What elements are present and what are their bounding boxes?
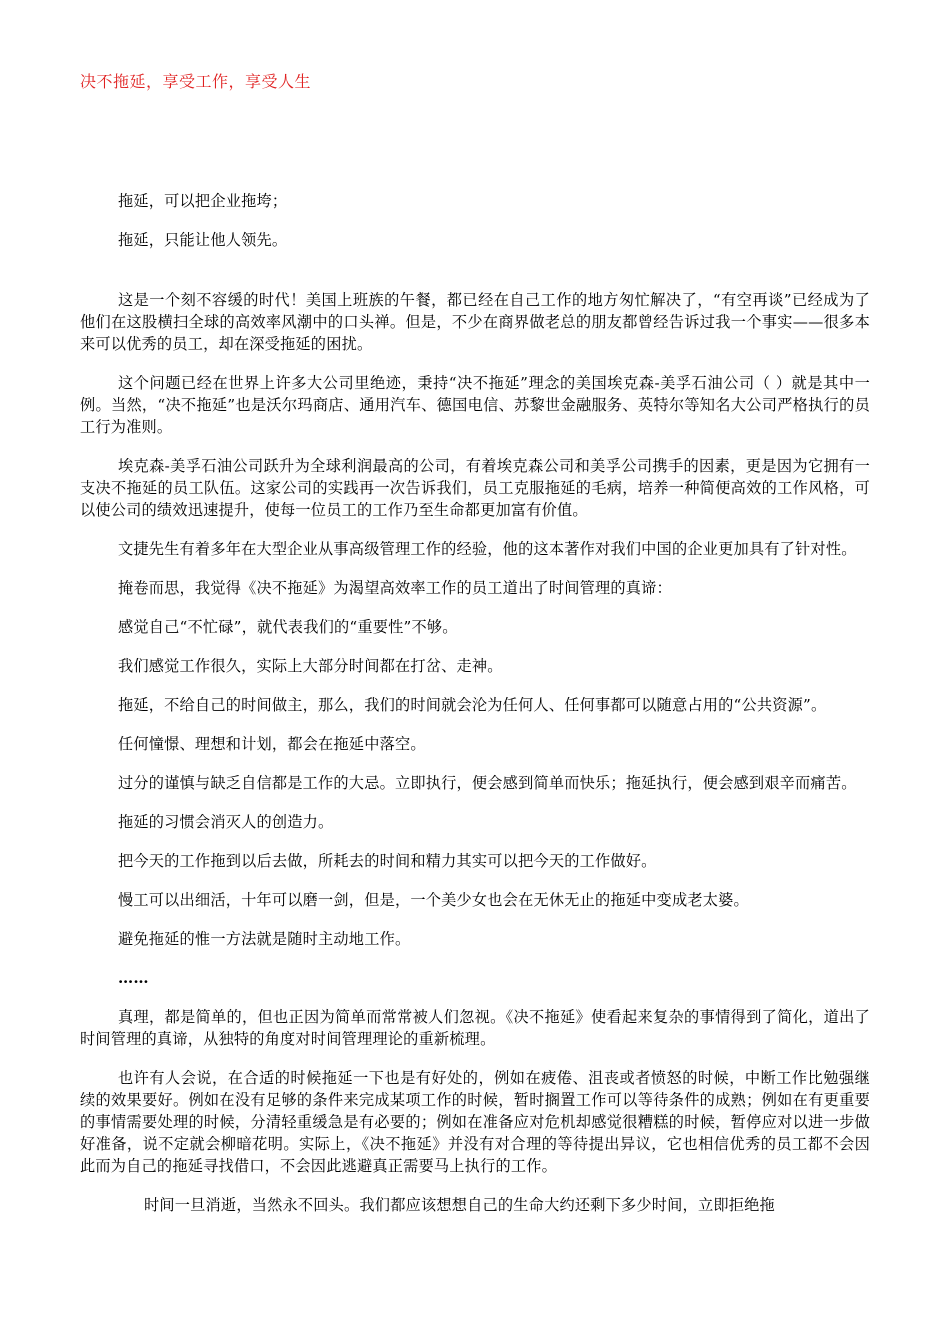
paragraph: 掩卷而思，我觉得《决不拖延》为渴望高效率工作的员工道出了时间管理的真谛： xyxy=(118,579,672,597)
paragraph: 这个问题已经在世界上许多大公司里绝迹，秉持“决不拖延”理念的美国埃克森-美孚石油公司（ ）就是其中一例。当然，“决不拖延”也是沃尔玛商店、通用汽车、德国电信、苏黎世金融服务、英特尔等知名大公司严格执行的员工行为准则。 xyxy=(80,374,870,436)
paragraph: 也许有人会说，在合适的时候拖延一下也是有好处的，例如在疲倦、沮丧或者愤怒的时候，中断工作比勉强继续的效果要好。例如在没有足够的条件来完成某项工作的时候，暂时搁置工作可以等待条件的成熟；例如在有更重要的事情需要处理的时候，分清轻重缓急是有必要的；例如在准备应对危机却感觉很糟糕的时候，暂停应对以进一步做好准备，说不定就会柳暗花明。实际上，《决不拖延》并没有对合理的等待提出异议，它也相信优秀的员工都不会因此而为自己的拖延寻找借口，不会因此逃避真正需要马上执行的工作。 xyxy=(80,1069,870,1175)
paragraph: 拖延，可以把企业拖垮； xyxy=(118,192,288,210)
paragraph: 过分的谨慎与缺乏自信都是工作的大忌。立即执行，便会感到简单而快乐；拖延执行，便会感到艰辛而痛苦。 xyxy=(118,774,857,792)
paragraph: 真理，都是简单的，但也正因为简单而常常被人们忽视。《决不拖延》使看起来复杂的事情得到了简化，道出了时间管理的真谛，从独特的角度对时间管理理论的重新梳理。 xyxy=(80,1008,870,1048)
paragraph: 文捷先生有着多年在大型企业从事高级管理工作的经验，他的这本著作对我们中国的企业更加具有了针对性。 xyxy=(118,540,857,558)
paragraph: 任何憧憬、理想和计划，都会在拖延中落空。 xyxy=(118,735,426,753)
paragraph: 拖延，只能让他人领先。 xyxy=(118,231,288,249)
paragraph: 拖延的习惯会消灭人的创造力。 xyxy=(118,813,334,831)
paragraph: 这是一个刻不容缓的时代！美国上班族的午餐，都已经在自己工作的地方匆忙解决了，“有空再谈”已经成为了他们在这股横扫全球的高效率风潮中的口头禅。但是，不少在商界做老总的朋友都曾经告诉过我一个事实——很多本来可以优秀的员工，却在深受拖延的困扰。 xyxy=(80,291,870,353)
ellipsis-paragraph: …… xyxy=(118,969,149,987)
paragraph: 埃克森-美孚石油公司跃升为全球利润最高的公司，有着埃克森公司和美孚公司携手的因素，更是因为它拥有一支决不拖延的员工队伍。这家公司的实践再一次告诉我们，员工克服拖延的毛病，培养一种简便高效的工作风格，可以使公司的绩效迅速提升，使每一位员工的工作乃至生命都更加富有价值。 xyxy=(80,457,870,519)
paragraph: 避免拖延的惟一方法就是随时主动地工作。 xyxy=(118,930,411,948)
paragraph: 时间一旦消逝，当然永不回头。我们都应该想想自己的生命大约还剩下多少时间，立即拒绝拖 xyxy=(144,1196,775,1214)
paragraph: 拖延，不给自己的时间做主，那么，我们的时间就会沦为任何人、任何事都可以随意占用的“公共资源”。 xyxy=(118,696,827,714)
paragraph: 我们感觉工作很久，实际上大部分时间都在打岔、走神。 xyxy=(118,657,503,675)
paragraph: 感觉自己“不忙碌”，就代表我们的“重要性”不够。 xyxy=(118,618,458,636)
paragraph: 把今天的工作拖到以后去做，所耗去的时间和精力其实可以把今天的工作做好。 xyxy=(118,852,657,870)
document-body xyxy=(80,190,870,1233)
document-title: 决不拖延，享受工作，享受人生 xyxy=(80,72,312,91)
paragraph: 慢工可以出细活，十年可以磨一剑，但是，一个美少女也会在无休无止的拖延中变成老太婆。 xyxy=(118,891,749,909)
